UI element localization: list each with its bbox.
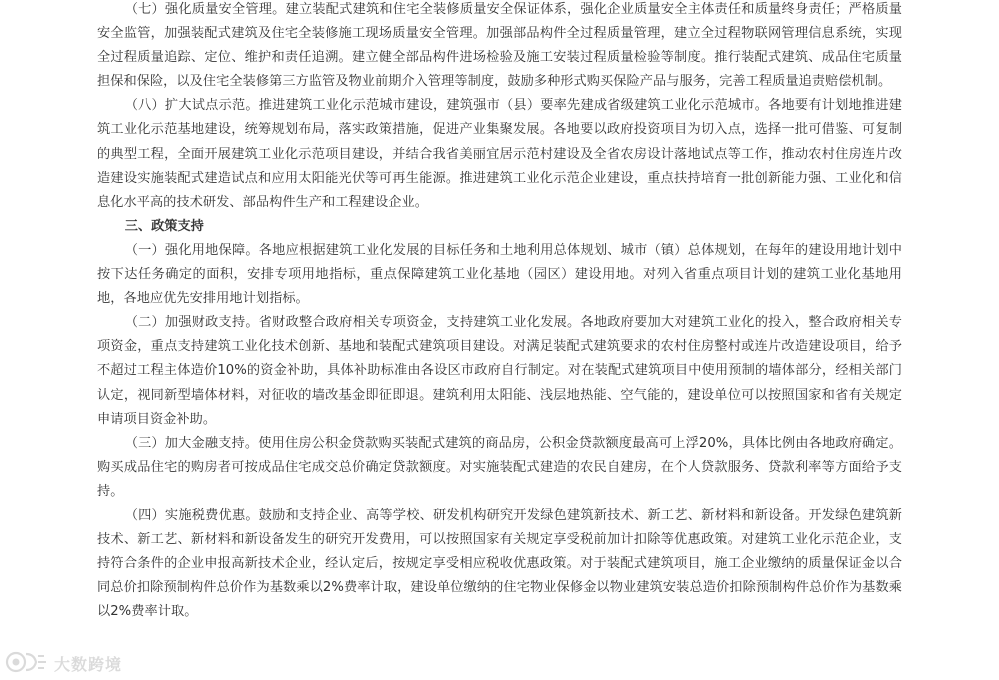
paragraph-financial-support: （三）加大金融支持。使用住房公积金贷款购买装配式建筑的商品房，公积金贷款额度最高可上浮20%，具体比例由各地政府确定。购买成品住宅的购房者可按成品住宅成交总价确定贷款额度。对实施装配式建造的农民自建房，在个人贷款服务、贷款利率等方面给予支持。 [97, 435, 902, 499]
section-heading-policy-support: 三、政策支持 [124, 218, 204, 234]
paragraph-quality-safety: （七）强化质量安全管理。建立装配式建筑和住宅全装修质量安全保证体系，强化企业质量安全主体责任和质量终身责任；严格质量安全监管，加强装配式建筑及住宅全装修施工现场质量安全管理。加强部品构件全过程质量管理，建立全过程物联网管理信息系统，实现全过程质量追踪、定位、维护和责任追溯。建立健全部品构件进场检验及施工安装过程质量检验等制度。推行装配式建筑、成品住宅质量担保和保险，以及住宅全装修第三方监管及物业前期介入管理等制度，鼓励多种形式购买保险产品与服务，完善工程质量追责赔偿机制。 [97, 2, 902, 90]
watermark [0, 643, 150, 680]
paragraph-land-use: （一）强化用地保障。各地应根据建筑工业化发展的目标任务和土地利用总体规划、城市（镇）总体规划，在每年的建设用地计划中按下达任务确定的面积，安排专项用地指标，重点保障建筑工业化基地（园区）建设用地。对列入省重点项目计划的建筑工业化基地用地，各地应优先安排用地计划指标。 [97, 242, 902, 307]
paragraph-fiscal-support: （二）加强财政支持。省财政整合政府相关专项资金，支持建筑工业化发展。各地政府要加大对建筑工业化的投入，整合政府相关专项资金，重点支持建筑工业化技术创新、基地和装配式建筑项目建设。对满足装配式建筑要求的农村住房整村或连片改造建设项目，给予不超过工程主体造价10%的资金补助，具体补助标准由各设区市政府自行制定。对在装配式建筑项目中使用预制的墙体部分，经相关部门认定，视同新型墙体材料，对征收的墙改基金即征即退。建筑利用太阳能、浅层地热能、空气能的，建设单位可以按照国家和省有关规定申请项目资金补助。 [97, 315, 902, 427]
watermark-text: 大数跨境 [54, 655, 123, 674]
article-body [97, 0, 902, 624]
brand-logo-icon [4, 649, 48, 675]
paragraph-tax-incentives: （四）实施税费优惠。鼓励和支持企业、高等学校、研发机构研究开发绿色建筑新技术、新工艺、新材料和新设备。开发绿色建筑新技术、新工艺、新材料和新设备发生的研究开发费用，可以按照国家有关规定享受税前加计扣除等优惠政策。对建筑工业化示范企业，支持符合条件的企业申报高新技术企业，经认定后，按规定享受相应税收优惠政策。对于装配式建筑项目，施工企业缴纳的质量保证金以合同总价扣除预制构件总价作为基数乘以2%费率计取，建设单位缴纳的住宅物业保修金以物业建筑安装总造价扣除预制构件总价作为基数乘以2%费率计取。 [97, 507, 902, 620]
paragraph-pilot-demonstration: （八）扩大试点示范。推进建筑工业化示范城市建设，建筑强市（县）要率先建成省级建筑工业化示范城市。各地要有计划地推进建筑工业化示范基地建设，统筹规划布局，落实政策措施，促进产业集聚发展。各地要以政府投资项目为切入点，选择一批可借鉴、可复制的典型工程，全面开展建筑工业化示范项目建设，并结合我省美丽宜居示范村建设及全省农房设计落地试点等工作，推动农村住房连片改造建设实施装配式建造试点和应用太阳能光伏等可再生能源。推进建筑工业化示范企业建设，重点扶持培育一批创新能力强、工业化和信息化水平高的技术研发、部品构件生产和工程建设企业。 [97, 98, 902, 210]
